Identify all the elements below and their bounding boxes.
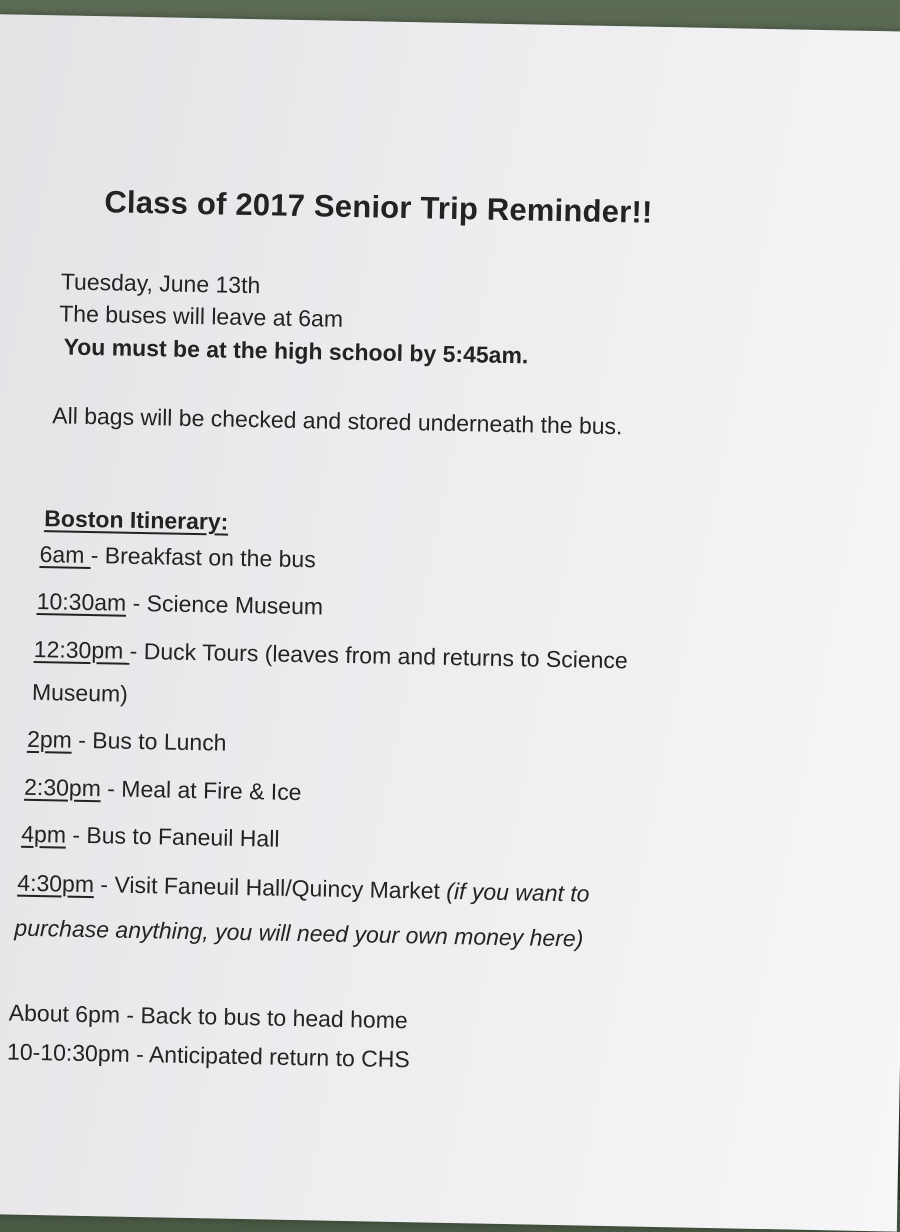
paper-sheet bbox=[0, 14, 900, 1232]
itinerary-item bbox=[39, 541, 316, 573]
itinerary-activity: - Duck Tours (leaves from and returns to Science bbox=[129, 637, 628, 674]
itinerary-activity: - Breakfast on the bus bbox=[90, 542, 316, 573]
closing-line-2: 10-10:30pm - Anticipated return to CHS bbox=[6, 1038, 410, 1073]
itinerary-item bbox=[21, 821, 280, 853]
itinerary-time: 4:30pm bbox=[17, 869, 95, 898]
itinerary-time: 4pm bbox=[21, 820, 67, 848]
itinerary-note-continuation: purchase anything, you will need your own money here) bbox=[14, 914, 584, 952]
itinerary-activity: - Visit Faneuil Hall/Quincy Market bbox=[93, 871, 447, 904]
itinerary-item bbox=[17, 870, 590, 908]
arrival-note: You must be at the high school by 5:45am. bbox=[63, 333, 529, 369]
itinerary-activity: - Meal at Fire & Ice bbox=[100, 775, 302, 806]
itinerary-time: 10:30am bbox=[36, 588, 127, 616]
closing-line-1: About 6pm - Back to bus to head home bbox=[8, 999, 408, 1034]
itinerary-heading: Boston Itinerary: bbox=[44, 505, 229, 535]
itinerary-time: 6am bbox=[39, 541, 92, 569]
itinerary-note: (if you want to bbox=[446, 877, 590, 907]
itinerary-item bbox=[24, 774, 302, 806]
itinerary-item bbox=[27, 726, 227, 757]
itinerary-activity: - Science Museum bbox=[125, 589, 324, 620]
itinerary-item bbox=[36, 588, 323, 620]
bags-note: All bags will be checked and stored underneath the bus. bbox=[52, 402, 623, 440]
document-title: Class of 2017 Senior Trip Reminder!! bbox=[104, 184, 653, 230]
itinerary-time: 2:30pm bbox=[23, 773, 102, 802]
departure-time: The buses will leave at 6am bbox=[59, 300, 344, 332]
itinerary-activity: - Bus to Lunch bbox=[71, 726, 227, 756]
itinerary-item bbox=[34, 636, 628, 674]
itinerary-time: 12:30pm bbox=[33, 635, 130, 664]
trip-date: Tuesday, June 13th bbox=[60, 268, 261, 299]
itinerary-continuation: Museum) bbox=[31, 678, 129, 707]
itinerary-activity: - Bus to Faneuil Hall bbox=[65, 821, 280, 852]
itinerary-time: 2pm bbox=[26, 725, 73, 753]
